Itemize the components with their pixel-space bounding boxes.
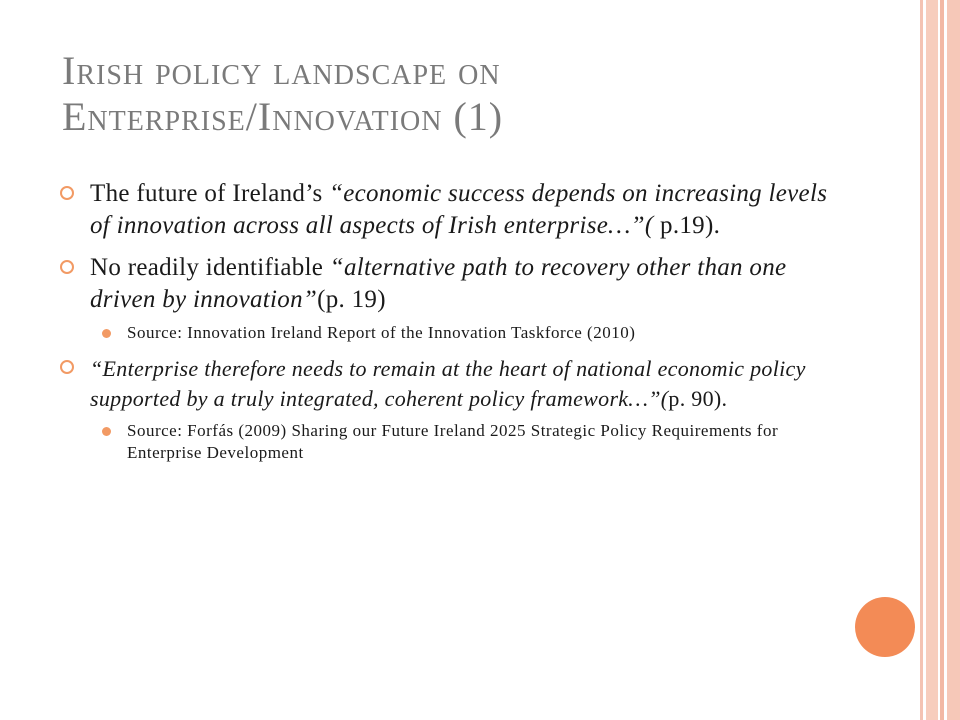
- bullet-2: [60, 252, 840, 316]
- source-1-text: Source: Innovation Ireland Report of the Innovation Taskforce (2010): [127, 323, 636, 342]
- bullet-1-pre: The future of Ireland’s: [90, 180, 330, 207]
- bullet-marker-icon: [60, 360, 74, 374]
- bullet-1-post: p.19).: [653, 212, 721, 239]
- sub-bullet-dot-icon: [102, 427, 111, 436]
- title-line-2: Enterprise/Innovation (1): [62, 94, 504, 139]
- sub-bullet-source-1: [60, 322, 840, 344]
- bullet-3-post: p. 90).: [668, 386, 728, 411]
- sub-bullet-source-2: [60, 420, 840, 464]
- bullet-marker-icon: [60, 260, 74, 274]
- sub-bullet-dot-icon: [102, 329, 111, 338]
- decorative-stripes: [920, 0, 960, 720]
- stripe: [947, 0, 960, 720]
- slide-content: [60, 178, 840, 464]
- bullet-1: [60, 178, 840, 242]
- bullet-2-quote: “alternative path to recovery other than one driven by innovation”: [90, 254, 787, 313]
- bullet-3-quote: “Enterprise therefore needs to remain at the heart of national economic policy supported by a truly integrated, coherent policy framework…”(: [90, 356, 806, 411]
- stripe: [926, 0, 938, 720]
- stripe: [940, 0, 944, 720]
- bullet-2-post: (p. 19): [317, 286, 386, 313]
- title-line-1: Irish policy landscape on: [62, 48, 501, 93]
- source-2-text: Source: Forfás (2009) Sharing our Future Ireland 2025 Strategic Policy Requirements for Enterprise Development: [127, 421, 779, 462]
- accent-circle: [855, 597, 915, 657]
- bullet-2-pre: No readily identifiable: [90, 254, 330, 281]
- bullet-marker-icon: [60, 186, 74, 200]
- slide-title: [62, 48, 822, 140]
- bullet-1-quote: “economic success depends on increasing levels of innovation across all aspects of Irish enterprise…”(: [90, 180, 828, 239]
- bullet-3: [60, 354, 840, 414]
- stripe: [920, 0, 923, 720]
